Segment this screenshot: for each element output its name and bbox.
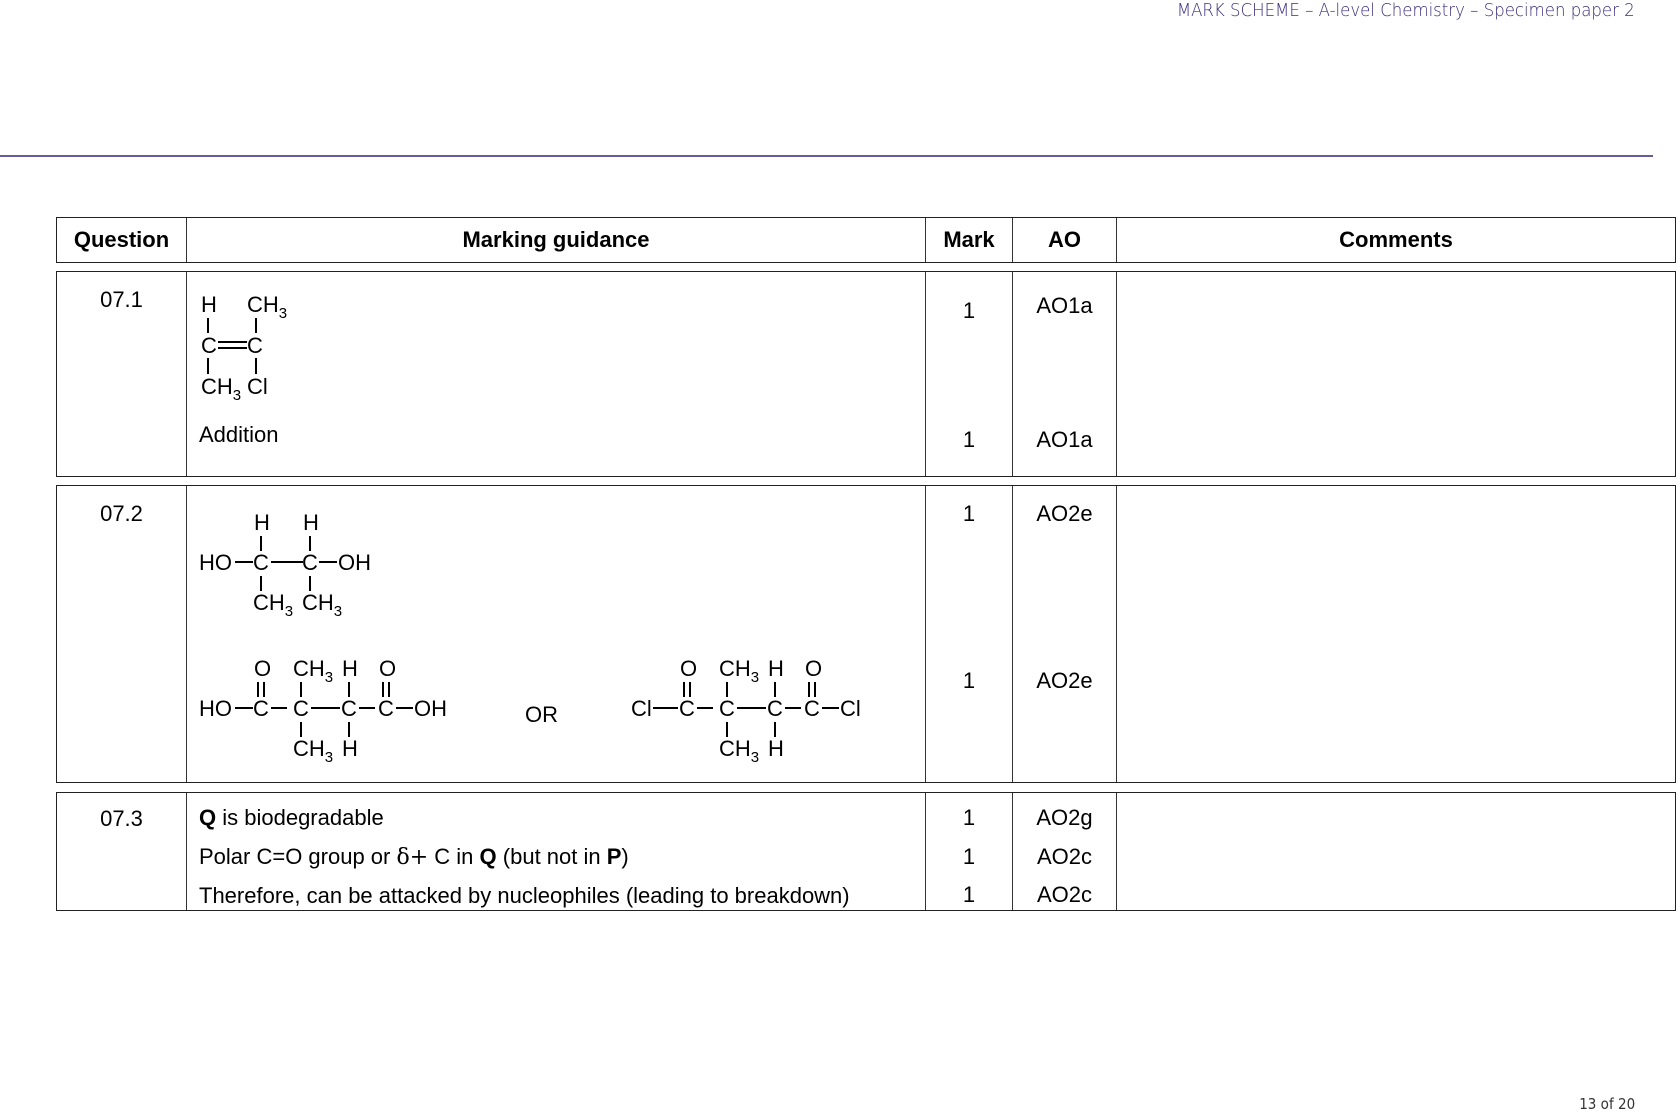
table-row-07-1	[56, 271, 1676, 477]
table-header	[56, 217, 1676, 263]
col-header-marking-guidance: Marking guidance	[186, 218, 925, 262]
question-number: 07.1	[100, 287, 143, 312]
atom-c: C	[253, 696, 269, 721]
atom-o: O	[805, 656, 823, 681]
atom-c: C	[767, 696, 783, 721]
atom-h: H	[342, 736, 358, 761]
mark-value: 1	[962, 844, 976, 869]
atom-ch3: $CH_3$	[293, 656, 334, 686]
guidance-text: is biodegradable	[216, 805, 384, 830]
ao-value: AO2c	[1036, 882, 1093, 907]
structure-diagram-diacyl-chloride	[631, 654, 891, 764]
atom-cl: Cl	[840, 696, 861, 721]
structure-diagram-diacid	[199, 654, 479, 764]
running-header: MARK SCHEME – A-level Chemistry – Specimen paper 2	[1177, 0, 1635, 21]
atom-ch3-bottom: $CH_3$	[201, 374, 242, 404]
guidance-line-3: Therefore, can be attacked by nucleophiles (leading to breakdown)	[199, 883, 850, 908]
delta-plus-symbol: δ+	[396, 845, 429, 870]
atom-ch3: $CH_3$	[302, 590, 343, 620]
atom-ho: HO	[199, 550, 232, 575]
header-rule	[0, 155, 1653, 157]
atom-ch3: $CH_3$	[253, 590, 294, 620]
mark-value: 1	[962, 805, 976, 830]
col-header-mark: Mark	[925, 218, 1012, 262]
question-cell	[57, 486, 186, 782]
atom-ch3: $CH_3$	[293, 736, 334, 764]
or-label: OR	[525, 702, 558, 727]
reaction-type-text: Addition	[199, 422, 279, 447]
atom-h: H	[768, 656, 784, 681]
question-cell	[57, 272, 186, 476]
atom-c: C	[341, 696, 357, 721]
question-number: 07.3	[100, 806, 143, 831]
atom-cl: Cl	[247, 374, 268, 399]
atom-c: C	[679, 696, 695, 721]
table-row-07-3	[56, 792, 1676, 911]
atom-h: H	[768, 736, 784, 761]
atom-o: O	[254, 656, 272, 681]
atom-o: O	[379, 656, 397, 681]
ao-value: AO2e	[1036, 668, 1093, 693]
atom-c: C	[378, 696, 394, 721]
mark-value: 1	[962, 668, 976, 693]
mark-value: 1	[962, 882, 976, 907]
mark-cell	[925, 793, 1012, 910]
atom-ch3: $CH_3$	[247, 292, 288, 322]
guidance-line-1	[199, 805, 384, 831]
atom-oh: OH	[414, 696, 447, 721]
col-header-ao: AO	[1012, 218, 1116, 262]
comments-cell	[1116, 272, 1675, 476]
atom-cl: Cl	[631, 696, 652, 721]
question-cell	[57, 793, 186, 910]
atom-h: H	[201, 292, 217, 317]
ao-cell	[1012, 793, 1116, 910]
marking-guidance-cell	[186, 272, 925, 476]
mark-cell	[925, 486, 1012, 782]
ao-value: AO2c	[1036, 844, 1093, 869]
compound-p-label: P	[606, 844, 622, 869]
atom-ho: HO	[199, 696, 232, 721]
atom-c: C	[293, 696, 309, 721]
atom-ch3: $CH_3$	[719, 656, 760, 686]
ao-value: AO1a	[1036, 427, 1093, 452]
ao-value: AO1a	[1036, 293, 1093, 318]
atom-c: C	[302, 550, 318, 575]
page-number: 13 of 20	[1579, 1095, 1635, 1113]
atom-o: O	[680, 656, 698, 681]
col-header-question: Question	[73, 227, 170, 252]
compound-q-label: Q	[479, 844, 497, 869]
guidance-line-2	[199, 844, 629, 870]
compound-q-label: Q	[199, 805, 217, 830]
atom-c2: C	[247, 333, 263, 358]
atom-ch3: $CH_3$	[719, 736, 760, 764]
mark-value: 1	[962, 501, 976, 526]
atom-h: H	[254, 510, 270, 535]
mark-cell	[925, 272, 1012, 476]
question-number: 07.2	[100, 501, 143, 526]
marking-guidance-cell	[186, 793, 925, 910]
atom-c1: C	[201, 333, 217, 358]
mark-value: 1	[962, 298, 976, 323]
atom-oh: OH	[338, 550, 371, 575]
atom-h: H	[342, 656, 358, 681]
guidance-text: )	[621, 844, 629, 869]
marking-guidance-cell	[186, 486, 925, 782]
ao-cell	[1012, 272, 1116, 476]
ao-cell	[1012, 486, 1116, 782]
guidance-text: (but not in	[496, 844, 607, 869]
atom-c: C	[719, 696, 735, 721]
atom-c: C	[804, 696, 820, 721]
ao-value: AO2e	[1036, 501, 1093, 526]
comments-cell	[1116, 486, 1675, 782]
atom-h: H	[303, 510, 319, 535]
table-row-07-2	[56, 485, 1676, 783]
atom-c: C	[253, 550, 269, 575]
structure-diagram-but-2-ene	[199, 290, 339, 410]
mark-value: 1	[962, 427, 976, 452]
structure-diagram-diol	[199, 508, 419, 628]
guidance-text: C in	[428, 844, 480, 869]
comments-cell	[1116, 793, 1675, 910]
ao-value: AO2g	[1036, 805, 1093, 830]
col-header-comments: Comments	[1116, 218, 1675, 262]
guidance-text: Polar C=O group or	[199, 844, 397, 869]
